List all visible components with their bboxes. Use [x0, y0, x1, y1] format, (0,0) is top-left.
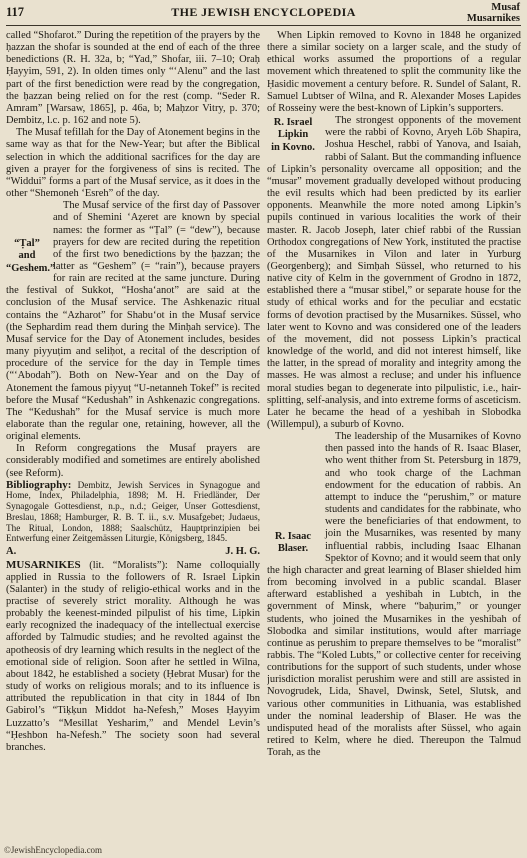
signature-right: J. H. G. [225, 546, 260, 557]
paragraph: The strongest opponents of the movement were the rabbi of Kovno, Aryeh Löb Shapira, Joshua Heschel, rabbi of Yanova, and Isaiah, rabbi of Salant. But the commanding influence of Lipkin’s personality overcame all opposition; and the “musar” movement gradually developed without producing the evil results which had been predicted by its earlier opponents. Meanwhile the more noted among Lipkin’s pupils continued in various localities the work of their master. R. Jacob Joseph, later chief rabbi of the Russian Orthodox congregations of New York, instituted the practise of the Musarnikes in Vilon and later in Yurburg (Georgenberg); and Simḥah Süssel, who returned to his native city of Kelm in the government of Grodno in 1872, established there a “musar stibel,” or separate house for the study of ethical works and for the peculiar and ecstatic forms of devotion practised by the Musarnikes. Süssel, who later went to Kovno and was considered one of the leaders of the movement, did not possess Lipkin’s practical knowledge of the world, and did not interest himself, like the latter, in the spread of morality and integrity among the masses. He was almost a recluse; and under his influence moral studies began to degenerate into pilpulistic, i.e., hair-splitting, self-analysis, and into extreme forms of asceticism. Later he became the head of a yeshibah in Slobodka (Willempul), a suburb of Kovno. [267, 115, 521, 430]
header-rule [6, 25, 521, 26]
signature-line [6, 546, 260, 559]
paragraph: In Reform congregations the Musaf prayers are considerably modified and sometimes are entirely abolished (see Reform). [6, 443, 260, 479]
paragraph: The leadership of the Musarnikes of Kovno then passed into the hands of R. Isaac Blaser, who went thither from St. Petersburg in 1879, and who took charge of the Lachman endowment for the education of rabbis. An attempt to induce the “perushim,” or mature students and candidates for the rabbinate, who were the beneficiaries of that endowment, to join the Musarnikes, was resented by many influential rabbis, including Isaac Elhanan Spektor of Kovno; and it would seem that only the high character and great learning of Blaser shielded him from becoming involved in a public scandal. Blaser afterward established a yeshibah in Lubtch, in the government of Minsk, where “baḥurim,” or younger students, who joined the Musarnikes in the yeshibah of Slobodka and similar institutions, would after marriage continue as perushim to prepare themselves to be “moralist” rabbis. The “Koled Lubts,” or collective center for receiving contributions for the support of such students, under whose jurisdiction moralist perushim were and still are assisted in Novogrudek, Lida, Shavel, Dwinsk, Setel, Slutsk, and various other communities in Lithuania, was established under the nominal leadership of Blaser. He was the undisputed head of the moralists after Süssel, who again retired to Kelm, where he died. Thereupon the Talmud Torah, as the [267, 431, 521, 759]
paragraph: called “Shofarot.” During the repetition of the prayers by the ḥazzan the shofar is sounded at the end of each of the three benedictions (R. H. 32a, b; “Yad,” Shofar, iii. 7–10; Oraḥ Ḥayyim, 591, 2). In olden times only “‘Alenu” and the last part of the first benediction were read by the congregation, the ḥazzan being relied on for the rest (comp. “Seder R. Amram” [Warsaw, 1865], p. 46a, b; Maḥzor Vitry, p. 370; Dembitz, l.c. p. 162 and note 5). [6, 30, 260, 127]
paragraph: The Musaf service of the first day of Passover and of Shemini ‘Aẓeret are known by special names: the former as “Ṭal” (= “dew”), because prayers for dew are recited during the repetition of the first two benedictions by the ḥazzan; the latter as “Geshem” (= “rain”), because prayers for rain are recited at the same juncture. During the festival of Sukkot, “Hosha‘anot” are said at the conclusion of the Musaf service. The Ashkenazic ritual contains the “Azharot” for Shabu‘ot in the Musaf service (the Sephardim read them during the Minḥah service). The Musaf service for the Day of Atonement includes, besides many piyyuṭim and seliḥot, a recital of the description of procedure of the service for the day in Temple times (“‘Abodah”). Both on New-Year and on the Day of Atonement the famous piyyuṭ “U-netanneh Tokef” is recited before the Musaf “Kedushah” in Ashkenazic congregations. The “Kedushah” for the Musaf service is much more elaborate than the regular one, retaining, however, all the original elements. [6, 200, 260, 443]
signature-left: A. [6, 546, 17, 557]
paragraph: When Lipkin removed to Kovno in 1848 he organized there a similar society on a larger scale, and the study of ethical works assumed the proportions of a regular movement which threatened to split the community like the Ḥasidic movement a century before. R. Sundel of Salant, R. Samuel Lubtser of Wilna, and R. Alexander Moses Lapides of Rosseiny were the best-known of Lipkin’s supporters. [267, 30, 521, 114]
page-header [0, 0, 527, 30]
left-column [6, 30, 260, 836]
article-headword: MUSARNIKES [6, 558, 81, 571]
article-entry [6, 559, 260, 755]
bibliography-label: Bibliography: [6, 478, 72, 491]
paragraph: The Musaf tefillah for the Day of Atonement begins in the same way as that for the New-Year; but after the Biblical selection in which the additional sacrifices for the day are given a prayer for the forgiveness of sins is recited. The “Widdui” forms a part of the Musaf service, as it does in the other “Shemoneh ‘Esreh” of the day. [6, 127, 260, 200]
running-head-second: Musarnikes [466, 13, 520, 24]
bibliography-text: Dembitz, Jewish Services in Synagogue and Home, Index, Philadelphia, 1898; M. H. Friedländer, Der Synagogale Gottesdienst, n.p., n.d.; Geiger, Unser Gottesdienst, Breslau, 1868; Hamburger, R. B. T. ii., s.v. Musafgebet; Judaeus, The Ritual, London, 1888; Saalschütz, Hauptprinzipien bei Entwerfung einer Zeitgemässen Liturgie, Königsberg, 1845. [6, 479, 260, 544]
margin-heading-tal-geshem: “Ṭal” and “Geshem.” [6, 238, 56, 274]
running-head-first: Musaf [491, 2, 520, 13]
right-column [267, 30, 521, 836]
page-footer [0, 838, 527, 858]
paragraph: (lit. “Moralists”): Name colloquially applied in Russia to the followers of R. Israel Lipkin (Salanter) in the study of religio-ethical works and in the practise of severely strict morality. Although he was probably the keenest-minded pilpulist of his time, Lipkin early recognized the inadequacy of the intellectual exercise afforded by Talmudic studies; and he revolted against the apotheosis of dry learning which results in the neglect of the emotional side of religion. Soon after he settled in Wilna, about 1842, he established a society (Ḥebrat Musar) for the study of works on religious morals; and to its influence is attributed the republication in that city in 1844 of Ibn Gabirol’s “Tiḳḳun Middot ha-Nefesh,” Moses Ḥayyim Luzzatto’s “Mesillat Yesharim,” and Mendel Levin’s “Ḥeshbon ha-Nefesh.” The society soon had several branches. [6, 559, 260, 753]
margin-heading-blaser: R. Isaac Blaser. [274, 531, 312, 555]
running-head [467, 2, 520, 24]
site-logo: ©JewishEncyclopedia.com [4, 845, 103, 855]
margin-heading-kovno: R. Israel Lipkin in Kovno. [271, 117, 315, 153]
page-number: 117 [6, 5, 25, 19]
journal-title: THE JEWISH ENCYCLOPEDIA [171, 5, 356, 19]
bibliography [6, 480, 260, 544]
